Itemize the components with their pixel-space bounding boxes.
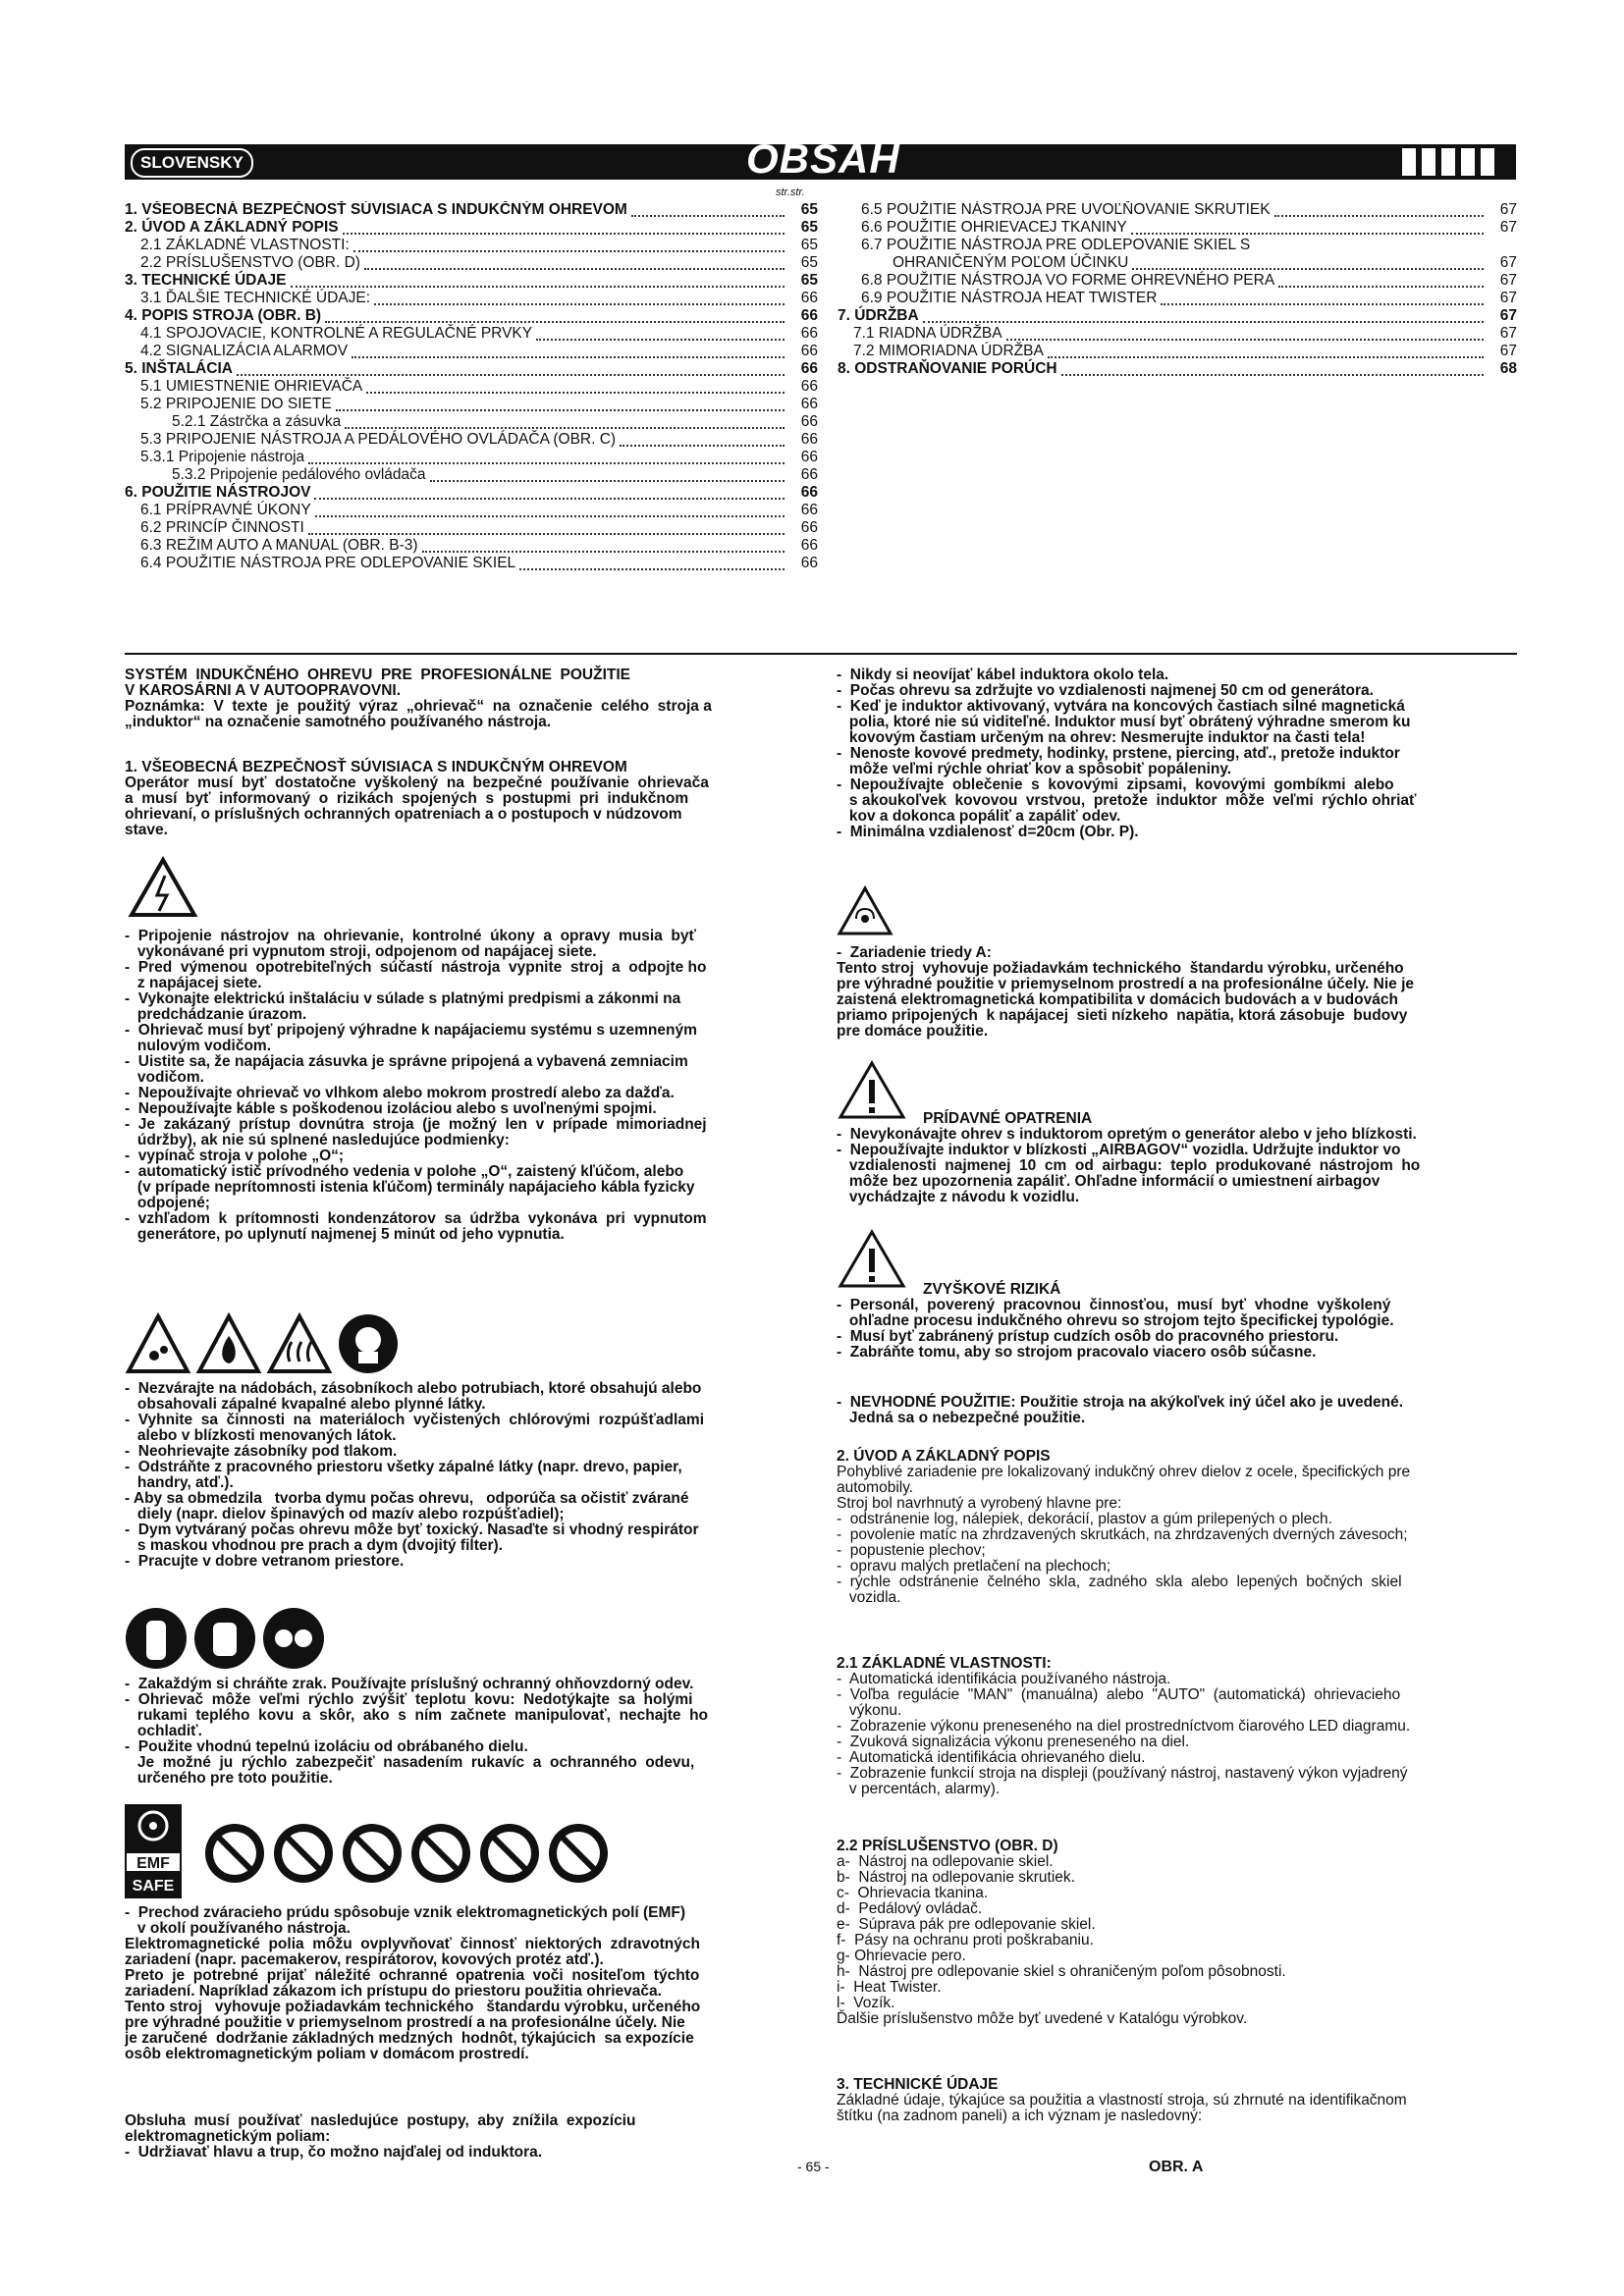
toc-page-number: 67	[1499, 343, 1517, 359]
section-2-2-heading: 2.2 PRÍSLUŠENSTVO (OBR. D)	[837, 1838, 1058, 1854]
toc-page-number: 66	[800, 466, 818, 483]
toc-entry	[125, 502, 818, 519]
section-2-1-list: - Automatická identifikácia používaného nástroja. - Voľba regulácie "MAN" (manuálna) alebo "AUTO" (automatická) ohrievacieho výkonu. - Zobrazenie výkonu preneseného na diel prostredníctvom čiarového LED diagramu. - Zvuková signalizácia výkonu preneseného na diel. - Automatická identifikácia ohrievaného dielu. - Zobrazenie funkcií stroja na displeji (používaný nástroj, nastavený výkon vyjadrený v percentách, alarmy).	[837, 1671, 1411, 1797]
toc-leader	[519, 555, 785, 570]
toc-entry-label: 1. VŠEOBECNÁ BEZPEČNOSŤ SÚVISIACA S INDUKČNÝM OHREVOM	[125, 201, 627, 218]
toc-entry	[838, 272, 1517, 290]
toc-entry-label: 5.3.2 Pripojenie pedálového ovládača	[172, 466, 426, 483]
toc-page-number: 66	[800, 325, 818, 342]
protective-suit-icon	[126, 1608, 187, 1669]
toc-leader	[1061, 360, 1484, 376]
toc-entry	[125, 307, 818, 325]
toc-page-number: 67	[1499, 254, 1517, 271]
toc-page-number: 66	[800, 449, 818, 465]
toc-page-number: 66	[800, 307, 818, 324]
induction-safety-list: - Nikdy si neovíjať kábel induktora okolo tela. - Počas ohrevu sa zdržujte vo vzdialenosti najmenej 50 cm od generátora. - Keď je induktor aktivovaný, vytvára na koncových častiach silné magnetická polia, ktoré nie sú viditeľné. Induktor musí byť obrátený výhradne smerom ku kovovým častiam určeným na ohrev: Nesmerujte induktor na časti tela! - Nenoste kovové predmety, hodinky, prstene, piercing, atď., pretože induktor môže veľmi rýchle ohriať kov a spôsobiť popáleniny. - Nepoužívajte oblečenie s kovovými zipsami, kovovými gombíkmi alebo s akoukoľvek kovovou vrstvou, pretože induktor môže veľmi rýchlo ohriať kov a dokonca popáliť a zapáliť odev. - Minimálna vzdialenosť d=20cm (Obr. P).	[837, 667, 1417, 840]
toc-page-number: 67	[1499, 201, 1517, 218]
toc-page-number: 66	[800, 378, 818, 395]
toc-entry	[125, 537, 818, 555]
toc-entry-label: 7.2 MIMORIADNA ÚDRŽBA	[853, 343, 1044, 359]
toc-entry	[838, 237, 1517, 254]
toc-leader	[620, 431, 785, 447]
page-number: - 65 -	[797, 2159, 830, 2174]
toc-entry	[838, 343, 1517, 360]
toc-leader	[374, 290, 785, 305]
class-a-text: - Zariadenie triedy A: Tento stroj vyhovuje požiadavkám technického štandardu výrobku, určeného pre výhradné použitie v priemyselnom prostredí a na profesionálne účely. Nie je zaistená elektromagnetická kompatibilita v domácich budovách a v budovách priamo pripojených k napájacej sieti nízkeho napätia, ktorá zásobuje budovy pre domáce použitie.	[837, 944, 1415, 1040]
toc-leader	[1278, 272, 1484, 288]
toc-entry-label: 2.1 ZÁKLADNÉ VLASTNOSTI:	[140, 237, 350, 253]
toc-leader	[353, 237, 785, 252]
toc-page-number: 66	[800, 484, 818, 501]
no-magnetic-card-icon	[480, 1824, 539, 1883]
residual-risks-list: - Personál, poverený pracovnou činnosťou, musí byť vhodne vyškolený ohľadne procesu indukčného ohrevu so strojom tejto špecifickej typológie. - Musí byť zabránený prístup cudzích osôb do pracovného priestoru. - Zabráňte tomu, aby so strojom pracovalo viacero osôb súčasne.	[837, 1297, 1394, 1361]
toc-entry	[125, 378, 818, 396]
warning-triangle-icon	[837, 1060, 907, 1121]
no-metal-implant-icon	[274, 1824, 333, 1883]
toc-entry-label: 5.3 PRIPOJENIE NÁSTROJA A PEDÁLOVÉHO OVLÁDAČA (OBR. C)	[140, 431, 617, 448]
toc-page-number: 65	[800, 272, 818, 289]
toc-entry	[125, 343, 818, 360]
toc-leader	[237, 360, 785, 376]
toc-leader	[631, 201, 785, 217]
additional-measures-heading: PRÍDAVNÉ OPATRENIA	[923, 1110, 1093, 1127]
toc-leader	[430, 466, 785, 482]
toc-leader	[366, 378, 785, 394]
ppe-icons	[125, 1607, 331, 1672]
toc-entry-label: 3.1 ĎALŠIE TECHNICKÉ ÚDAJE:	[140, 290, 371, 306]
explosive-icon	[129, 1316, 188, 1371]
toc-entry-label: 5.2 PRIPOJENIE DO SIETE	[140, 396, 332, 412]
toc-leader	[336, 396, 785, 411]
intro-text: SYSTÉM INDUKČNÉHO OHREVU PRE PROFESIONÁLNE POUŽITIE V KAROSÁRNI A V AUTOOPRAVOVNI. Poznámka: V texte je použitý výraz „ohrievač“ na označenie celého stroja a „induktor“ na označenie samotného používaného nástroja.	[125, 667, 712, 730]
toc-leader	[308, 449, 785, 464]
toc-entry	[125, 325, 818, 343]
toc-page-number: 67	[1499, 290, 1517, 306]
toc-page-number: 66	[800, 343, 818, 359]
section-2-heading: 2. ÚVOD A ZÁKLADNÝ POPIS	[837, 1448, 1051, 1465]
toc-page-number: 65	[800, 237, 818, 253]
toc-entry	[125, 201, 818, 219]
toc-page-number: 66	[800, 290, 818, 306]
no-tools-icon	[549, 1824, 608, 1883]
toc-page-number: 66	[800, 396, 818, 412]
toc-entry	[125, 396, 818, 413]
page-column-label: str.str.	[776, 187, 805, 198]
section-3-heading: 3. TECHNICKÉ ÚDAJE	[837, 2076, 999, 2093]
emf-procedures: Obsluha musí používať nasledujúce postupy, aby znížila expozíciu elektromagnetickým poliam: - Udržiavať hlavu a trup, čo možno najďalej od induktora.	[125, 2112, 636, 2161]
toc-entry-label: 6.2 PRINCÍP ČINNOSTI	[140, 519, 304, 536]
toc-page-number: 66	[800, 502, 818, 518]
toc-entry-label: OHRANIČENÝM POĽOM ÚČINKU	[893, 254, 1129, 271]
accessories-list: a- Nástroj na odlepovanie skiel. b- Nástroj na odlepovanie skrutiek. c- Ohrievacia tkanina. d- Pedálový ovládač. e- Súprava pák pre odlepovanie skiel. f- Pásy na ochranu proti poškrabaniu. g- Ohrievacie pero. h- Nástroj pre odlepovanie skiel s ohraničeným poľom pôsobnosti. i- Heat Twister. l- Vozík. Ďalšie príslušenstvo môže byť uvedené v Katalógu výrobkov.	[837, 1853, 1286, 2027]
toc-page-number: 65	[800, 201, 818, 218]
emf-icons	[125, 1804, 675, 1900]
additional-measures-list: - Nevykonávajte ohrev s induktorom opretým o generátor alebo v jeho blízkosti. - Nepoužívajte induktor v blízkosti „AIRBAGOV“ vozidla. Udržujte induktor vo vzdialenosti najmenej 10 cm od airbagu: teplo produkované nástrojom ho môže bez upozornenia zapáliť. Ohľadne informácií o umiestnení airbagov vychádzajte z návodu k vozidlu.	[837, 1126, 1421, 1205]
toc-page-number: 66	[800, 537, 818, 554]
safe-label: SAFE	[132, 1878, 175, 1895]
goggles-icon	[263, 1608, 324, 1669]
toc-entry	[125, 466, 818, 484]
toc-entry-label: 5.1 UMIESTNENIE OHRIEVAČA	[140, 378, 363, 395]
toc-page-number: 66	[800, 431, 818, 448]
toc-entry-label: 4.2 SIGNALIZÁCIA ALARMOV	[140, 343, 349, 359]
toc-page-number: 68	[1499, 360, 1517, 377]
toc-leader	[1131, 219, 1484, 235]
toc-page-number: 67	[1499, 272, 1517, 289]
no-watch-icon	[411, 1824, 470, 1883]
toc-entry-label: 6.1 PRÍPRAVNÉ ÚKONY	[140, 502, 311, 518]
toc-entry-label: 5.2.1 Zástrčka a zásuvka	[172, 413, 342, 430]
safety-list-2: - Nezvárajte na nádobách, zásobníkoch alebo potrubiach, ktoré obsahujú alebo obsahovali zápalné kvapalné alebo plynné látky. - Vyhnite sa činnosti na materiáloch vyčistených chlórovými rozpúšťadlami alebo v blízkosti menovaných látok. - Neohrievajte zásobníky pod tlakom. - Odstráňte z pracovného priestoru všetky zápalné látky (napr. drevo, papier, handry, atď.). - Aby sa obmedzila tvorba dymu počas ohrevu, odporúča sa očistiť zvárané diely (napr. dielov špinavých od mazív alebo rozpúšťadiel); - Dym vytváraný počas ohrevu môže byť toxický. Nasaďte si vhodný respirátor s maskou vhodnou pre prach a dym (dvojitý filter). - Pracujte v dobre vetranom priestore.	[125, 1380, 704, 1570]
section-2-1-heading: 2.1 ZÁKLADNÉ VLASTNOSTI:	[837, 1655, 1052, 1672]
toc-entry-label: 3. TECHNICKÉ ÚDAJE	[125, 272, 287, 289]
toc-entry	[125, 237, 818, 254]
respirator-icon	[339, 1314, 398, 1373]
section-1-text: 1. VŠEOBECNÁ BEZPEČNOSŤ SÚVISIACA S INDUKČNÝM OHREVOM Operátor musí byť dostatočne vyškolený na bezpečné používanie ohrievača a musí byť informovaný o rizikách spojených s postupmi pri indukčnom ohrievaní, o príslušných ochranných opatreniach a o postupoch v núdzovom stave.	[125, 759, 709, 838]
section-3-text: Základné údaje, týkajúce sa použitia a vlastností stroja, sú zhrnuté na identifikačnom štítku (na zadnom paneli) a ich význam je nasledovný:	[837, 2092, 1407, 2124]
toc-page-number: 65	[800, 254, 818, 271]
toc-page-number: 65	[800, 219, 818, 236]
toc-entry-label: 8. ODSTRAŇOVANIE PORÚCH	[838, 360, 1057, 377]
toc-leader	[422, 537, 785, 553]
toc-leader	[1006, 325, 1484, 341]
safety-list-3: - Zakaždým si chráňte zrak. Používajte príslušný ochranný ohňovzdorný odev. - Ohrievač môže veľmi rýchlo zvýšiť teplotu kovu: Nedotýkajte sa holými rukami teplého kovu a skôr, ako s ním začnete manipulovať, nechajte ho ochladiť. - Použite vhodnú tepelnú izoláciu od obrábaného dielu. Je možné ju rýchlo zabezpečiť nasadením rukavíc a ochranného odevu, určeného pre toto použitie.	[125, 1676, 709, 1787]
no-hearing-aid-icon	[343, 1824, 402, 1883]
toc-leader	[1132, 254, 1484, 270]
section-2-text: Pohyblivé zariadenie pre lokalizovaný indukčný ohrev dielov z ocele, špecifických pre automobily. Stroj bol navrhnutý a vyrobený hlavne pre: - odstránenie log, nálepiek, dekorácií, plastov a gúm prilepených o plech. - povolenie matíc na zhrdzavených skrutkách, na zhrdzavených dverných závesoch; - popustenie plechov; - opravu malých pretlačení na plechoch; - rýchle odstránenie čelného skla, zadného skla alebo lepených bočných skiel vozidla.	[837, 1464, 1411, 1606]
toc-page-number: 67	[1499, 325, 1517, 342]
toc-leader	[291, 272, 785, 288]
toc-page-number: 66	[800, 519, 818, 536]
toc-entry	[125, 449, 818, 466]
toc-entry	[125, 219, 818, 237]
toc-right	[838, 201, 1517, 378]
no-pacemaker-icon	[205, 1824, 264, 1883]
toc-entry-label: 6.5 POUŽITIE NÁSTROJA PRE UVOĽŇOVANIE SKRUTIEK	[861, 201, 1271, 218]
emf-label: EMF	[136, 1855, 170, 1872]
toc-leader	[325, 307, 785, 323]
toc-entry-label: 4. POPIS STROJA (OBR. B)	[125, 307, 322, 324]
toc-entry	[838, 201, 1517, 219]
electric-hazard-icon	[128, 856, 198, 919]
toc-entry	[125, 360, 818, 378]
toc-entry	[125, 555, 818, 572]
toc-entry-label: 4.1 SPOJOVACIE, KONTROLNÉ A REGULAČNÉ PRVKY	[140, 325, 533, 342]
toc-leader	[1274, 201, 1484, 217]
hot-surface-icon	[270, 1316, 329, 1371]
toc-entry	[838, 325, 1517, 343]
toc-leader	[308, 519, 785, 535]
toc-entry-label: 2.2 PRÍSLUŠENSTVO (OBR. D)	[140, 254, 360, 271]
residual-risks-heading: ZVYŠKOVÉ RIZIKÁ	[923, 1281, 1061, 1298]
toc-entry	[838, 360, 1517, 378]
toc-entry	[838, 307, 1517, 325]
toc-entry	[838, 290, 1517, 307]
toc-entry	[125, 519, 818, 537]
toc-entry	[838, 254, 1517, 272]
language-badge: SLOVENSKY	[131, 148, 253, 178]
toc-entry	[838, 219, 1517, 237]
toc-entry-label: 5. INŠTALÁCIA	[125, 360, 233, 377]
gloves-icon	[194, 1608, 255, 1669]
toc-entry	[125, 431, 818, 449]
toc-leader	[1161, 290, 1484, 305]
figure-label: OBR. A	[1149, 2159, 1204, 2175]
toc-leader	[315, 502, 785, 517]
toc-entry-label: 2. ÚVOD A ZÁKLADNÝ POPIS	[125, 219, 339, 236]
toc-entry-label: 6.7 POUŽITIE NÁSTROJA PRE ODLEPOVANIE SKIEL S	[861, 237, 1251, 253]
toc-entry-label: 7.1 RIADNA ÚDRŽBA	[853, 325, 1002, 342]
toc-leader	[345, 413, 785, 429]
toc-entry-label: 5.3.1 Pripojenie nástroja	[140, 449, 305, 465]
toc-entry	[125, 254, 818, 272]
flammable-icon	[199, 1316, 258, 1371]
residual-risk-warning-icon	[837, 1229, 907, 1290]
fire-hazard-icons	[125, 1312, 439, 1377]
toc-leader	[343, 219, 785, 235]
toc-leader	[364, 254, 785, 270]
divider	[125, 653, 1517, 655]
toc-entry	[125, 272, 818, 290]
toc-entry-label: 6.9 POUŽITIE NÁSTROJA HEAT TWISTER	[861, 290, 1158, 306]
emf-warning-icon	[125, 1804, 182, 1898]
toc-entry-label: 6.4 POUŽITIE NÁSTROJA PRE ODLEPOVANIE SKIEL	[140, 555, 516, 571]
toc-entry	[125, 484, 818, 502]
toc-page-number: 66	[800, 555, 818, 571]
radiation-warning-icon	[837, 885, 893, 936]
toc-page-number: 66	[800, 413, 818, 430]
safety-list-1: - Pripojenie nástrojov na ohrievanie, kontrolné úkony a opravy musia byť vykonávané pri vypnutom stroji, odpojenom od napájacej siete. - Pred výmenou opotrebiteľných súčastí nástroja vypnite stroj a odpojte ho z napájacej siete. - Vykonajte elektrickú inštaláciu v súlade s platnými predpismi a zákonmi na predchádzanie úrazom. - Ohrievač musí byť pripojený výhradne k napájaciemu systému s uzemneným nulovým vodičom. - Uistite sa, že napájacia zásuvka je správne pripojená a vybavená zemniacim vodičom. - Nepoužívajte ohrievač vo vlhkom alebo mokrom prostredí alebo za dažďa. - Nepoužívajte káble s poškodenou izoláciou alebo s uvoľnenými spojmi. - Je zakázaný prístup dovnútra stroja (je možný len v prípade mimoriadnej údržby), ak nie sú splnené nasledujúce podmienky: - vypínač stroja v polohe „O“; - automatický istič prívodného vedenia v polohe „O“, zaistený kľúčom, alebo (v prípade neprítomnosti istenia kľúčom) terminály napájacieho kábla fyzicky odpojené; - vzhľadom k prítomnosti kondenzátorov sa údržba vykonáva pri vypnutom generátore, po uplynutí najmenej 5 minút od jeho vypnutia.	[125, 928, 707, 1243]
toc-entry-label: 7. ÚDRŽBA	[838, 307, 919, 324]
toc-leader	[1048, 343, 1484, 358]
toc-page-number: 67	[1499, 307, 1517, 324]
toc-entry	[125, 290, 818, 307]
toc-left	[125, 201, 818, 572]
page-title: OBSAH	[746, 135, 900, 182]
header-bars	[1402, 148, 1494, 176]
toc-entry-label: 6.3 REŽIM AUTO A MANUAL (OBR. B-3)	[140, 537, 418, 554]
toc-page-number: 66	[800, 360, 818, 377]
toc-page-number: 67	[1499, 219, 1517, 236]
toc-leader	[352, 343, 785, 358]
toc-entry	[125, 413, 818, 431]
toc-entry-label: 6. POUŽITIE NÁSTROJOV	[125, 484, 311, 501]
emf-text: - Prechod zváracieho prúdu spôsobuje vznik elektromagnetických polí (EMF) v okolí používaného nástroja. Elektromagnetické polia môžu ovplyvňovať činnosť niektorých zdravotných zariadení (napr. pacemakerov, respirátorov, kovových protéz atď.). Preto je potrebné prijať náležité ochranné opatrenia voči nositeľom týchto zariadení. Napríklad zákazom ich prístupu do priestoru použitia ohrievača. Tento stroj vyhovuje požiadavkám technického štandardu výrobku, určeného pre výhradné použitie v priemyselnom prostredí a na profesionálne účely. Nie je zaručené dodržanie základných medzných hodnôt, týkajúcich sa expozície osôb elektromagnetickým poliam v domácom prostredí.	[125, 1904, 701, 2062]
toc-leader	[536, 325, 785, 341]
toc-entry-label: 6.8 POUŽITIE NÁSTROJA VO FORME OHREVNÉHO PERA	[861, 272, 1275, 289]
toc-leader	[314, 484, 785, 500]
toc-leader	[923, 307, 1484, 323]
toc-entry-label: 6.6 POUŽITIE OHRIEVACEJ TKANINY	[861, 219, 1127, 236]
improper-use-text: - NEVHODNÉ POUŽITIE: Použitie stroja na akýkoľvek iný účel ako je uvedené. Jedná sa o nebezpečné použitie.	[837, 1394, 1404, 1426]
